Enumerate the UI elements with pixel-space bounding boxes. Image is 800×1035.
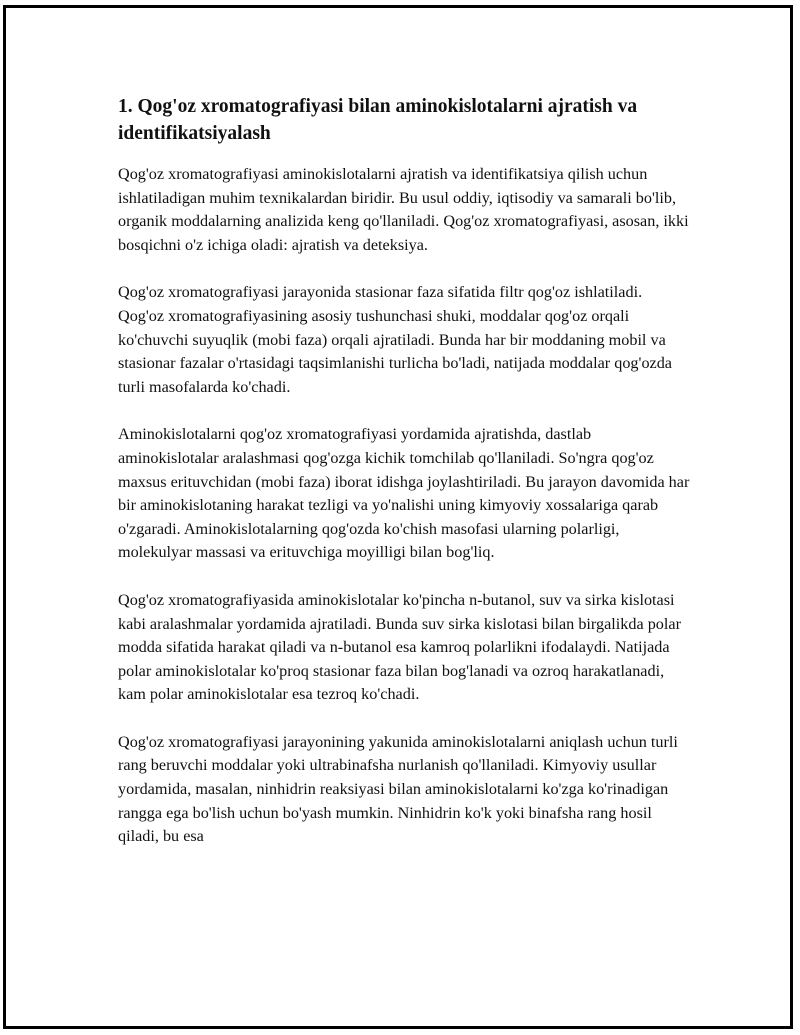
- paragraph-stationary-phase: Qog'oz xromatografiyasi jarayonida stasionar faza sifatida filtr qog'oz ishlatiladi. Qog'oz xromatografiyasining asosiy tushunchasi shuki, moddalar qog'oz orqali ko'chuvchi suyuqlik (mobi faza) orqali ajratiladi. Bunda har bir moddaning mobil va stasionar fazalar o'rtasidagi taqsimlanishi turlicha bo'ladi, natijada moddalar qog'ozda turli masofalarda ko'chadi.: [118, 283, 672, 396]
- section-heading: 1. Qog'oz xromatografiyasi bilan aminokislotalarni ajratish va identifikatsiyalash: [118, 96, 638, 144]
- paragraph-intro: Qog'oz xromatografiyasi aminokislotalarni ajratish va identifikatsiya qilish uchun ishlatiladigan muhim texnikalardan biridir. Bu usul oddiy, iqtisodiy va samarali bo'lib, organik moddalarning analizida keng qo'llaniladi. Qog'oz xromatografiyasi, asosan, ikki bosqichni o'z ichiga oladi: ajratish va deteksiya.: [118, 165, 689, 254]
- paragraph-solvents: Qog'oz xromatografiyasida aminokislotalar ko'pincha n-butanol, suv va sirka kislotasi kabi aralashmalar yordamida ajratiladi. Bunda suv sirka kislotasi bilan birgalikda polar modda sifatida harakat qiladi va n-butanol esa kamroq polarlikni ifodalaydi. Natijada polar aminokislotalar ko'proq stasionar faza bilan bog'lanadi va ozroq harakatlanadi, kam polar aminokislotalar esa tezroq ko'chadi.: [118, 590, 681, 704]
- paragraph-separation-procedure: Aminokislotalarni qog'oz xromatografiyasi yordamida ajratishda, dastlab aminokislotalar aralashmasi qog'ozga kichik tomchilab qo'llaniladi. So'ngra qog'oz maxsus erituvchidan (mobi faza) iborat idishga joylashtiriladi. Bu jarayon davomida har bir aminokislotaning harakat tezligi va yo'nalishi uning kimyoviy xossalariga qarab o'zgaradi. Aminokislotalarning qog'ozda ko'chish masofasi ularning polarligi, molekulyar massasi va erituvchiga moyilligi bilan bog'liq.: [118, 425, 690, 562]
- document-body: [118, 93, 690, 873]
- paragraph-detection: Qog'oz xromatografiyasi jarayonining yakunida aminokislotalarni aniqlash uchun turli rang beruvchi moddalar yoki ultrabinafsha nurlanish qo'llaniladi. Kimyoviy usullar yordamida, masalan, ninhidrin reaksiyasi bilan aminokislotalarni ko'zga ko'rinadigan rangga ega bo'lish uchun bo'yash mumkin. Ninhidrin ko'k yoki binafsha rang hosil qiladi, bu esa: [118, 732, 678, 846]
